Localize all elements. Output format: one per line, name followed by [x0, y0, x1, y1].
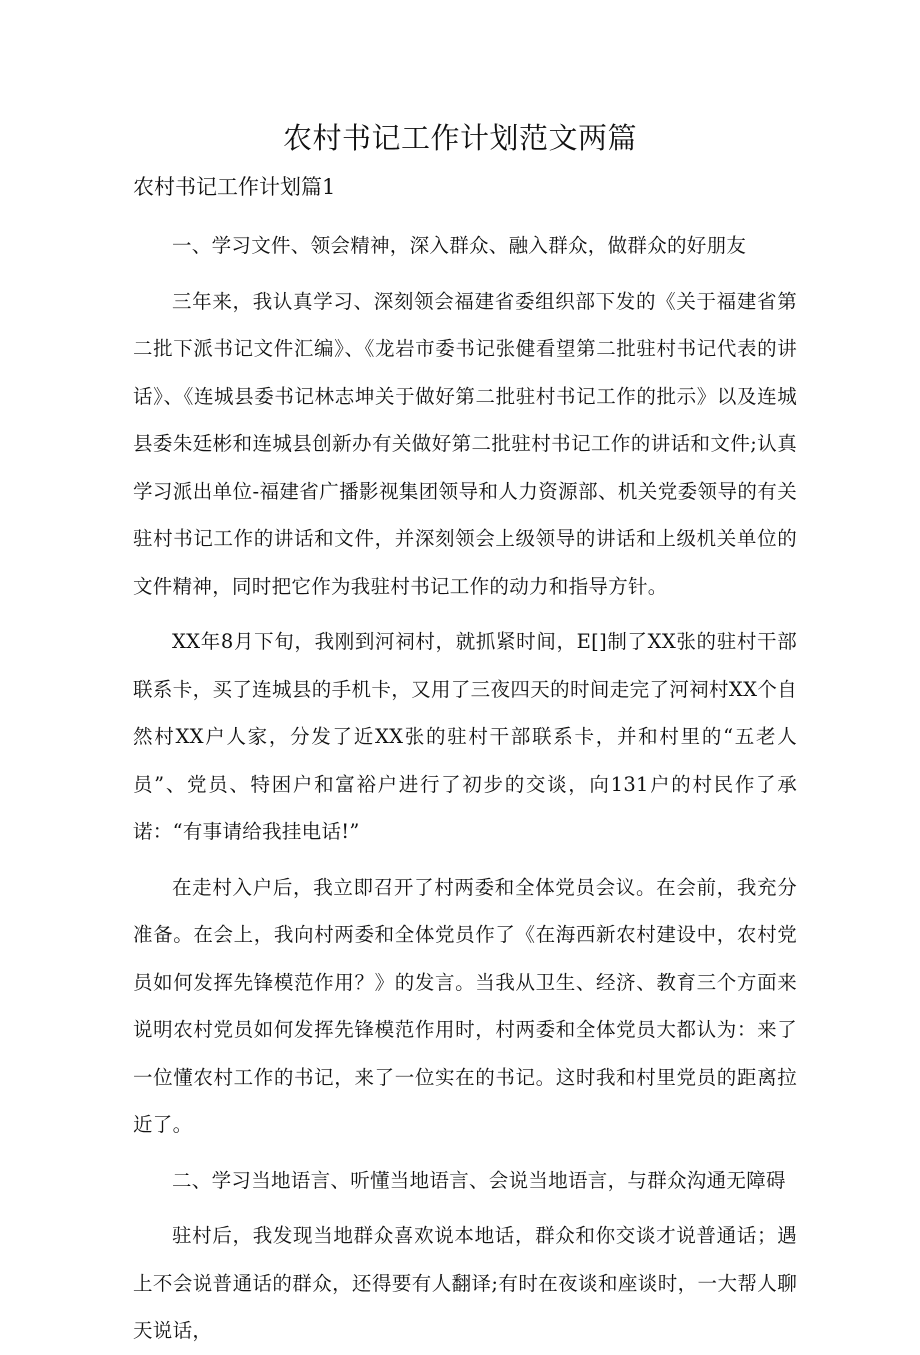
paragraph: 三年来，我认真学习、深刻领会福建省委组织部下发的《关于福建省第二批下派书记文件汇编》、《龙岩市委书记张健看望第二批驻村书记代表的讲话》、《连城县委书记林志坤关于做好第二批驻村书记工作的批示》以及连城县委朱廷彬和连城县创新办有关做好第二批驻村书记工作的讲话和文件;认真学习派出单位-福建省广播影视集团领导和人力资源部、机关党委领导的有关驻村书记工作的讲话和文件，并深刻领会上级领导的讲话和上级机关单位的文件精神，同时把它作为我驻村书记工作的动力和指导方针。 [133, 289, 797, 598]
document-body [133, 222, 797, 1355]
paragraph: XX年8月下旬，我刚到河祠村，就抓紧时间，E[]制了XX张的驻村干部联系卡，买了连城县的手机卡，又用了三夜四天的时间走完了河祠村XX个自然村XX户人家，分发了近XX张的驻村干部联系卡，并和村里的“五老人员”、党员、特困户和富裕户进行了初步的交谈，向131户的村民作了承诺：“有事请给我挂电话!” [133, 630, 797, 843]
paragraph-heading-2: 二、学习当地语言、听懂当地语言、会说当地语言，与群众沟通无障碍 [172, 1168, 786, 1192]
paragraph: 驻村后，我发现当地群众喜欢说本地话，群众和你交谈才说普通话；遇上不会说普通话的群众，还得要有人翻译;有时在夜谈和座谈时，一大帮人聊天说话， [133, 1224, 797, 1342]
paragraph: 在走村入户后，我立即召开了村两委和全体党员会议。在会前，我充分准备。在会上，我向村两委和全体党员作了《在海西新农村建设中，农村党员如何发挥先锋模范作用？》的发言。当我从卫生、经济、教育三个方面来说明农村党员如何发挥先锋模范作用时，村两委和全体党员大都认为：来了一位懂农村工作的书记，来了一位实在的书记。这时我和村里党员的距离拉近了。 [133, 875, 797, 1136]
document-title: 农村书记工作计划范文两篇 [282, 121, 637, 155]
paragraph-heading-1: 一、学习文件、领会精神，深入群众、融入群众，做群众的好朋友 [172, 234, 747, 257]
section-heading: 农村书记工作计划篇1 [133, 175, 336, 199]
